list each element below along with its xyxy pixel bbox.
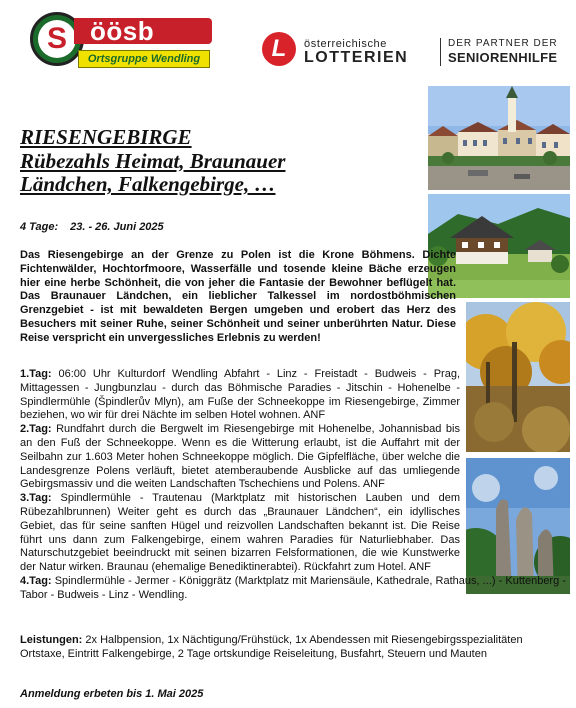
services-paragraph — [20, 634, 566, 662]
trip-date-range: 23. - 26. Juni 2025 — [70, 221, 164, 233]
oesb-subtitle: Ortsgruppe Wendling — [78, 50, 210, 68]
day-label: 1.Tag: — [20, 368, 52, 380]
title-line-3: Ländchen, Falkengebirge, … — [20, 172, 276, 197]
lotterien-divider — [440, 38, 441, 66]
services-text: 2x Halbpension, 1x Nächtigung/Frühstück, 1x Abendessen mit Riesengebirgsspezialitäten Ortstaxe, Eintritt Falkengebirge, 2 Tage ortskundige Reiseleitung, Busfahrt, Steuern und Mauten — [20, 634, 523, 660]
title-line-1: RIESENGEBIRGE — [20, 125, 192, 149]
oesb-badge-icon: S — [30, 12, 84, 66]
partner-line1: DER PARTNER DER — [448, 38, 558, 49]
oesb-logo — [30, 12, 216, 72]
day-label: 3.Tag: — [20, 492, 52, 505]
intro-paragraph: Das Riesengebirge an der Grenze zu Polen ist die Krone Böhmens. Dichte Fichtenwälder, Hochtorfmoore, Wasserfälle und tosende kleine Bäche erzeugen hier eine herbe Schönheit, die von jeher die Fantasie der Bewohner beflügelt hat. Das Braunauer Ländchen, ein lieblicher Talkessel im nordostböhmischen Grenzgebiet - ist mit bewaldeten Bergen umgeben und erobert das Herz des Besuchers mit seiner Ruhe, seiner Schönheit und seiner unberührten Natur. Diese Reise verspricht ein unvergessliches Erlebnis zu werden! — [20, 249, 456, 344]
lotterien-line1: österreichische — [304, 38, 387, 50]
day-label: 2.Tag: — [20, 423, 52, 436]
title-line-2: Rübezahls Heimat, Braunauer — [20, 148, 286, 173]
itinerary-day — [20, 423, 460, 492]
partner-line2: SENIORENHILFE — [448, 50, 558, 65]
oesb-wordmark: öösb — [74, 18, 212, 44]
lotterien-logo — [262, 32, 572, 76]
page-title — [20, 126, 420, 197]
trip-dates — [20, 221, 164, 233]
town-square-photo — [428, 86, 570, 190]
itinerary-day — [20, 492, 460, 575]
itinerary — [20, 368, 566, 603]
itinerary-day — [20, 368, 460, 423]
services-label: Leistungen: — [20, 634, 83, 646]
lotterien-line2: LOTTERIEN — [304, 49, 409, 66]
day-text: 06:00 Uhr Kulturdorf Wendling Abfahrt - Linz - Freistadt - Budweis - Prag, Mittagessen - Jungbunzlau - durch das Böhmische Paradies - Jitschin - Hohenelbe - Spindlermühle (Špindlerův Mlyn), am Fuße der Schneekoppe im Riesengebirge, Zimmer beziehen, wo wir für drei Nächte im selben Hotel wohnen. ANF — [20, 368, 460, 422]
lotterien-badge-icon: L — [262, 32, 296, 66]
day-label: 4.Tag: — [20, 574, 52, 587]
registration-deadline: Anmeldung erbeten bis 1. Mai 2025 — [20, 688, 204, 700]
day-text: Rundfahrt durch die Bergwelt im Riesengebirge mit Hohenelbe, Johannisbad bis an den Fuß der Schneekoppe. Wenn es die Witterung erlaubt, ist die Auffahrt mit der Seilbahn zur 1.603 Meter hohen Schneekoppe möglich. Die Gipfelfläche, über welche die Landesgrenze Polens verläuft, bietet atemberaubende Ausblicke auf das umliegende Gebirgsmassiv und die weiten Landschaften Tschechiens und Polens. ANF — [20, 423, 460, 491]
itinerary-day — [20, 575, 566, 603]
day-text: Spindlermühle - Trautenau (Marktplatz mit historischen Lauben und dem Rübezahlbrunnen) Weiter geht es durch das „Braunauer Ländchen“, ein idyllisches Gebiet, das für seine sanften Hügel und reizvollen Landschaften bekannt ist. Die Reise führt uns dann zum Falkengebirge, einem wahren Paradies für Naturliebhaber. Das Naturschutzgebiet beeindruckt mit seinen bizarren Felsformationen, die wie Kunstwerke der Natur wirken. Braunau (ehemalige Benediktinerabtei). Rückfahrt zum Hotel. ANF — [20, 492, 460, 574]
day-text: Spindlermühle - Jermer - Königgrätz (Marktplatz mit Mariensäule, Kathedrale, Rathaus, ...) - Kuttenberg - Tabor - Budweis - Linz - Wendling. — [20, 574, 566, 601]
trip-duration: 4 Tage: — [20, 221, 59, 233]
